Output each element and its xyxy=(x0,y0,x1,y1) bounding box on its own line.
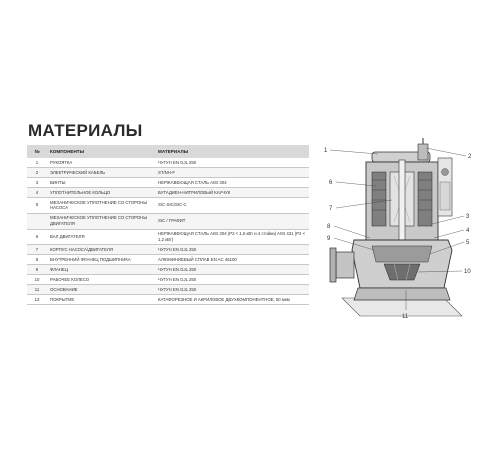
table-row xyxy=(27,229,309,245)
row-number: 13 xyxy=(27,295,47,305)
callout-label: 10 xyxy=(464,269,471,275)
callout-label: 1 xyxy=(324,148,328,154)
row-material: АЛЮМИНИЕВЫЙ СПЛАВ EN AC 46100 xyxy=(155,255,309,265)
table-row xyxy=(27,197,309,213)
row-material: НЕРЖАВЕЮЩАЯ СТАЛЬ AISI 304 (P2 < 1,5 кВт и 4 стойки) AISI 431 (P2 < 1,2 кВт) xyxy=(155,229,309,245)
row-material: ST/NH-F xyxy=(155,167,309,177)
row-number: 4 xyxy=(27,187,47,197)
pump-cross-section-diagram xyxy=(314,138,489,323)
materials-table xyxy=(27,145,309,305)
row-number: 3 xyxy=(27,177,47,187)
cable-gland xyxy=(418,138,428,160)
callout-label: 2 xyxy=(468,154,472,160)
row-component: МЕХАНИЧЕСКОЕ УПЛОТНЕНИЕ СО СТОРОНЫ ДВИГАТЕЛЯ xyxy=(47,213,155,229)
row-material: КАТАФОРЕЗНОЕ И АКРИЛОВОЕ ДВУХКОМПОНЕНТНОЕ, 50 мкм xyxy=(155,295,309,305)
row-number xyxy=(27,213,47,229)
table-row xyxy=(27,285,309,295)
row-material: ЧУГУН EN GJL 250 xyxy=(155,245,309,255)
row-number: 9 xyxy=(27,265,47,275)
row-material: SIC-SIC/SIC-C xyxy=(155,197,309,213)
row-material: ЧУГУН EN GJL 250 xyxy=(155,265,309,275)
row-number: 10 xyxy=(27,275,47,285)
row-material: БУТАДИЕН-НИТРИЛОВЫЙ КАУЧУК xyxy=(155,187,309,197)
impeller xyxy=(384,264,420,280)
row-number: 7 xyxy=(27,245,47,255)
callout-label: 9 xyxy=(327,236,331,242)
page-title: МАТЕРИАЛЫ xyxy=(28,121,143,140)
table-row xyxy=(27,255,309,265)
table-header-row xyxy=(27,145,309,158)
callout-label: 6 xyxy=(329,180,333,186)
discharge-flange xyxy=(330,248,354,282)
row-component: РУКОЯТКА xyxy=(47,158,155,167)
header-components: КОМПОНЕНТЫ xyxy=(47,145,155,158)
header-materials: МАТЕРИАЛЫ xyxy=(155,145,309,158)
row-number: 6 xyxy=(27,229,47,245)
row-component: ЭЛЕКТРИЧЕСКИЙ КАБЕЛЬ xyxy=(47,167,155,177)
row-number: 8 xyxy=(27,255,47,265)
table-row xyxy=(27,213,309,229)
table-row xyxy=(27,245,309,255)
table-row xyxy=(27,295,309,305)
row-component: ВНУТРЕННИЙ ФЛАНЕЦ ПОДШИПНИКА xyxy=(47,255,155,265)
row-component: ВАЛ ДВИГАТЕЛЯ xyxy=(47,229,155,245)
row-component: КОРПУС НАСОСА/ДВИГАТЕЛЯ xyxy=(47,245,155,255)
table-row xyxy=(27,167,309,177)
callout-label: 3 xyxy=(466,214,470,220)
pump-base xyxy=(354,288,450,300)
row-component: УПЛОТНИТЕЛЬНОЕ КОЛЬЦО xyxy=(47,187,155,197)
table-row xyxy=(27,158,309,167)
table-row xyxy=(27,265,309,275)
row-component: РАБОЧЕЕ КОЛЕСО xyxy=(47,275,155,285)
header-number: № xyxy=(27,145,47,158)
terminal-box xyxy=(438,158,452,216)
table-row xyxy=(27,177,309,187)
callout-label: 5 xyxy=(466,240,470,246)
callout-label: 11 xyxy=(402,314,409,320)
row-component: МЕХАНИЧЕСКОЕ УПЛОТНЕНИЕ СО СТОРОНЫ НАСОСА xyxy=(47,197,155,213)
row-material: SIC / ГРАФИТ xyxy=(155,213,309,229)
row-component: ОСНОВАНИЕ xyxy=(47,285,155,295)
row-number: 1 xyxy=(27,158,47,167)
table-row xyxy=(27,187,309,197)
table-row xyxy=(27,275,309,285)
callout-label: 8 xyxy=(327,224,331,230)
row-material: ЧУГУН EN GJL 250 xyxy=(155,158,309,167)
row-component: ПОКРЫТИЕ xyxy=(47,295,155,305)
row-component: ВИНТЫ xyxy=(47,177,155,187)
row-number: 5 xyxy=(27,197,47,213)
row-number: 2 xyxy=(27,167,47,177)
callout-label: 7 xyxy=(329,206,333,212)
row-material: НЕРЖАВЕЮЩАЯ СТАЛЬ AISI 304 xyxy=(155,177,309,187)
callout-label: 4 xyxy=(466,228,470,234)
row-component: ФЛАНЕЦ xyxy=(47,265,155,275)
row-material: ЧУГУН EN GJL 250 xyxy=(155,285,309,295)
row-material: ЧУГУН EN GJL 250 xyxy=(155,275,309,285)
row-number: 11 xyxy=(27,285,47,295)
